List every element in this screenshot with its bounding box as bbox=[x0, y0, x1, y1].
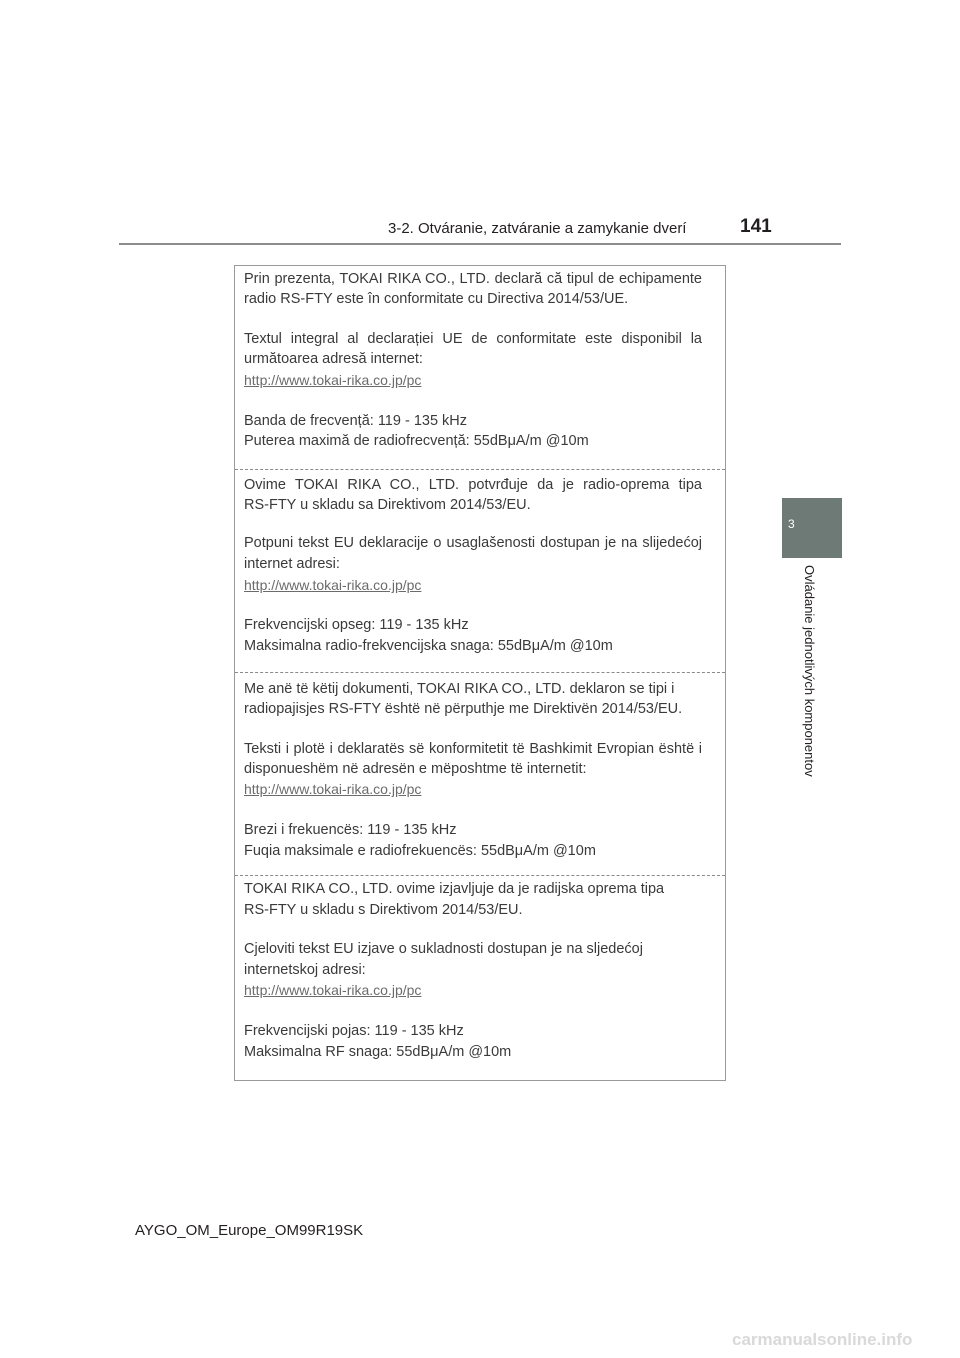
declaration-section-albanian bbox=[235, 672, 725, 875]
declaration-line: Teksti i plotë i deklaratës së konformitetit të Bashkimit Evropian është i bbox=[244, 741, 702, 757]
section-title: 3-2. Otváranie, zatváranie a zamykanie dverí bbox=[388, 220, 687, 237]
declaration-line: internetskoj adresi: bbox=[244, 962, 366, 978]
declaration-line: Puterea maximă de radiofrecvență: 55dBμA/m @10m bbox=[244, 433, 589, 449]
declaration-link[interactable]: http://www.tokai-rika.co.jp/pc bbox=[244, 982, 422, 998]
page-number: 141 bbox=[740, 216, 772, 237]
declaration-line: Banda de frecvență: 119 - 135 kHz bbox=[244, 413, 468, 429]
declaration-line: Frekvencijski opseg: 119 - 135 kHz bbox=[244, 617, 469, 633]
declaration-line: radiopajisjes RS-FTY është në përputhje me Direktivën 2014/53/EU. bbox=[244, 701, 683, 717]
document-code: AYGO_OM_Europe_OM99R19SK bbox=[135, 1222, 364, 1239]
declaration-line: Maksimalna radio-frekvencijska snaga: 55dBμA/m @10m bbox=[244, 638, 613, 654]
declaration-section-bosnian bbox=[235, 469, 725, 672]
declaration-line: Brezi i frekuencës: 119 - 135 kHz bbox=[244, 822, 457, 838]
declaration-line: internet adresi: bbox=[244, 556, 340, 572]
declaration-line: Maksimalna RF snaga: 55dBμA/m @10m bbox=[244, 1044, 512, 1060]
declaration-line: Ovime TOKAI RIKA CO., LTD. potvrđuje da je radio-oprema tipa bbox=[244, 477, 702, 493]
declaration-link[interactable]: http://www.tokai-rika.co.jp/pc bbox=[244, 577, 422, 593]
declaration-line: Textul integral al declarației UE de conformitate este disponibil la bbox=[244, 331, 702, 347]
declaration-line: RS-FTY u skladu s Direktivom 2014/53/EU. bbox=[244, 902, 523, 918]
declaration-line: disponueshëm në adresën e mëposhtme të internetit: bbox=[244, 761, 587, 777]
declaration-line: Frekvencijski pojas: 119 - 135 kHz bbox=[244, 1023, 464, 1039]
declaration-line: Cjeloviti tekst EU izjave o sukladnosti dostupan je na sljedećoj bbox=[244, 941, 643, 957]
declaration-box bbox=[234, 265, 726, 1081]
declaration-line: Prin prezenta, TOKAI RIKA CO., LTD. declară că tipul de echipamente bbox=[244, 271, 702, 287]
declaration-line: TOKAI RIKA CO., LTD. ovime izjavljuje da je radijska oprema tipa bbox=[244, 881, 665, 897]
watermark: carmanualsonline.info bbox=[732, 1330, 913, 1349]
chapter-side-title: Ovládanie jednotlivých komponentov bbox=[802, 565, 817, 777]
chapter-number: 3 bbox=[788, 517, 795, 531]
declaration-line: RS-FTY u skladu sa Direktivom 2014/53/EU. bbox=[244, 497, 531, 513]
declaration-section-croatian bbox=[235, 875, 725, 1080]
declaration-section-romanian bbox=[235, 266, 725, 469]
declaration-line: următoarea adresă internet: bbox=[244, 351, 423, 367]
declaration-line: radio RS-FTY este în conformitate cu Directiva 2014/53/UE. bbox=[244, 291, 629, 307]
declaration-link[interactable]: http://www.tokai-rika.co.jp/pc bbox=[244, 781, 422, 797]
declaration-link[interactable]: http://www.tokai-rika.co.jp/pc bbox=[244, 372, 422, 388]
header-divider bbox=[119, 243, 841, 245]
declaration-line: Fuqia maksimale e radiofrekuencës: 55dBμA/m @10m bbox=[244, 843, 596, 859]
declaration-line: Potpuni tekst EU deklaracije o usaglašenosti dostupan je na slijedećoj bbox=[244, 535, 702, 551]
declaration-line: Me anë të këtij dokumenti, TOKAI RIKA CO., LTD. deklaron se tipi i bbox=[244, 681, 675, 697]
